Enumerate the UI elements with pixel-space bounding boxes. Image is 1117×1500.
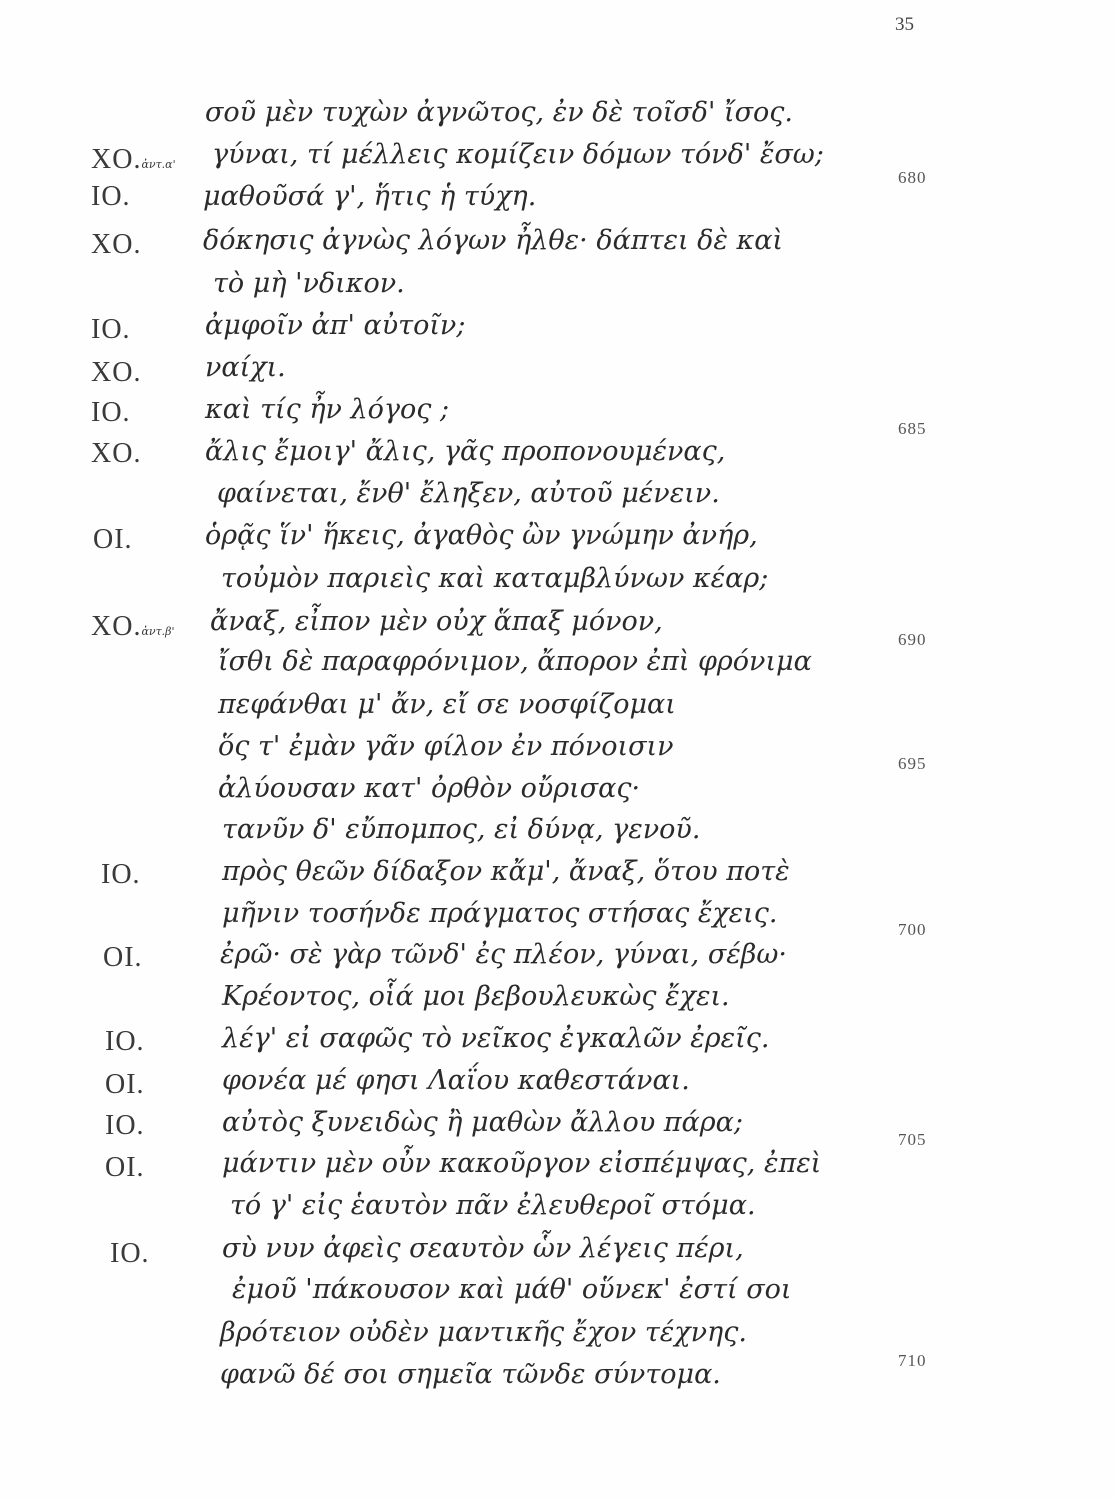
verse-line: δόκησις ἀγνὼς λόγων ἦλθε· δάπτει δὲ καὶ	[203, 225, 784, 256]
speaker-label: OI.	[103, 942, 143, 973]
verse-line: φανῶ δέ σοι σημεῖα τῶνδε σύντομα.	[220, 1359, 721, 1390]
verse-line: ἀμφοῖν ἀπ' αὐτοῖν;	[205, 310, 466, 341]
verse-line: φονέα μέ φησι Λαΐου καθεστάναι.	[222, 1065, 690, 1096]
verse-number: 690	[898, 630, 927, 649]
verse-line: ὁρᾷς ἵν' ἥκεις, ἀγαθὸς ὢν γνώμην ἀνήρ,	[205, 520, 758, 551]
verse-line: τανῦν δ' εὔπομπος, εἰ δύνᾳ, γενοῦ.	[222, 814, 701, 845]
verse-line: τὸ μὴ 'νδικον.	[213, 268, 405, 299]
speaker-label: XO.	[91, 229, 142, 260]
verse-line: φαίνεται, ἔνθ' ἔληξεν, αὐτοῦ μένειν.	[217, 478, 720, 509]
verse-number: 695	[898, 754, 927, 773]
verse-line: λέγ' εἰ σαφῶς τὸ νεῖκος ἐγκαλῶν ἐρεῖς.	[222, 1023, 770, 1054]
speaker-label: XO.	[91, 438, 142, 469]
verse-line: σὺ νυν ἀφεὶς σεαυτὸν ὧν λέγεις πέρι,	[222, 1233, 744, 1264]
speaker-label: OI.	[105, 1069, 145, 1100]
verse-line: γύναι, τί μέλλεις κομίζειν δόμων τόνδ' ἔσω;	[212, 139, 824, 170]
verse-line: μαθοῦσά γ', ἥτις ἡ τύχη.	[203, 181, 537, 212]
verse-line: μῆνιν τοσήνδε πράγματος στήσας ἔχεις.	[222, 898, 778, 929]
verse-line: ἄναξ, εἶπον μὲν οὐχ ἅπαξ μόνον,	[210, 606, 663, 637]
speaker-label: IO.	[101, 859, 141, 890]
speaker-name: XO.	[91, 611, 142, 642]
speaker-label: OI.	[93, 524, 133, 555]
antistrophe-marker: ἀντ.α'	[141, 158, 176, 171]
speaker-label	[91, 143, 176, 182]
verse-line: ἐμοῦ 'πάκουσον καὶ μάθ' οὕνεκ' ἐστί σοι	[232, 1274, 792, 1305]
speaker-label: IO.	[105, 1026, 145, 1057]
verse-number: 710	[898, 1351, 927, 1370]
verse-line: τό γ' εἰς ἑαυτὸν πᾶν ἐλευθεροῖ στόμα.	[230, 1190, 756, 1221]
speaker-label: XO.	[91, 357, 142, 388]
verse-line: πεφάνθαι μ' ἄν, εἴ σε νοσφίζομαι	[218, 689, 676, 720]
verse-number: 680	[898, 168, 927, 187]
verse-number: 700	[898, 920, 927, 939]
verse-line: Κρέοντος, οἷά μοι βεβουλευκὼς ἔχει.	[222, 981, 730, 1012]
speaker-label: IO.	[91, 397, 131, 428]
verse-line: ἄλις ἔμοιγ' ἄλις, γᾶς προπονουμένας,	[205, 436, 726, 467]
verse-line: σοῦ μὲν τυχὼν ἀγνῶτος, ἐν δὲ τοῖσδ' ἴσος.	[205, 97, 793, 128]
verse-line: τοὐμὸν παριεὶς καὶ καταμβλύνων κέαρ;	[221, 563, 769, 594]
verse-line: αὐτὸς ξυνειδὼς ἢ μαθὼν ἄλλου πάρα;	[222, 1107, 743, 1138]
page-number: 35	[895, 14, 914, 35]
verse-line: ἐρῶ· σὲ γὰρ τῶνδ' ἐς πλέον, γύναι, σέβω·	[220, 939, 787, 970]
antistrophe-marker: ἀντ.β'	[141, 625, 175, 638]
verse-line: ἴσθι δὲ παραφρόνιμον, ἄπορον ἐπὶ φρόνιμα	[218, 646, 812, 677]
speaker-label: OI.	[105, 1152, 145, 1183]
verse-number: 685	[898, 419, 927, 438]
speaker-label: IO.	[105, 1110, 145, 1141]
verse-line: καὶ τίς ἦν λόγος ;	[205, 394, 450, 425]
verse-line: πρὸς θεῶν δίδαξον κἄμ', ἄναξ, ὅτου ποτὲ	[222, 856, 790, 887]
verse-line: ναίχι.	[205, 352, 286, 383]
speaker-name: XO.	[91, 144, 142, 175]
verse-number: 705	[898, 1130, 927, 1149]
speaker-label: IO.	[91, 314, 131, 345]
speaker-label: IO.	[91, 181, 131, 212]
verse-line: ὅς τ' ἐμὰν γᾶν φίλον ἐν πόνοισιν	[218, 731, 674, 762]
verse-line: βρότειον οὐδὲν μαντικῆς ἔχον τέχνης.	[220, 1317, 747, 1348]
speaker-label: IO.	[110, 1238, 150, 1269]
verse-line: μάντιν μὲν οὖν κακοῦργον εἰσπέμψας, ἐπεὶ	[222, 1148, 822, 1179]
verse-line: ἀλύουσαν κατ' ὀρθὸν οὔρισας·	[218, 773, 641, 804]
speaker-label	[91, 610, 175, 649]
